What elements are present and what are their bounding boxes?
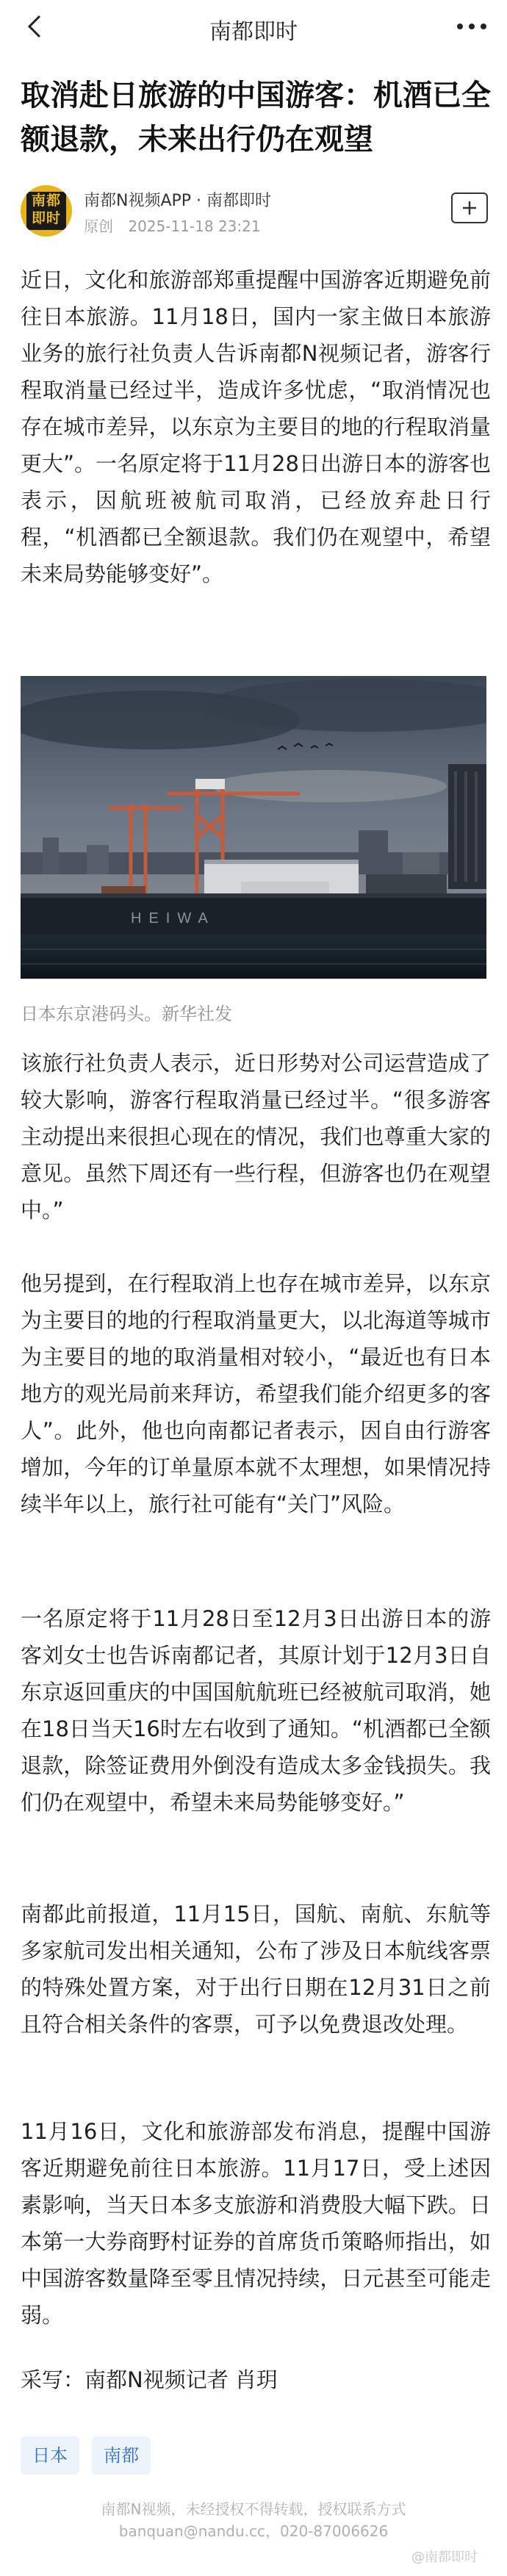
- paragraph-3: 他另提到，在行程取消上也存在城市差异，以东京为主要目的地的行程取消量更大，以北海道等城市为主要目的地的取消量相对较小，“最近也有日本地方的观光局前来拜访，希望我们能介绍更多的客人”。此外，他也向南都记者表示，因自由行游客增加，今年的订单量原本就不太理想，如果情况持续半年以上，旅行社可能有“关门”风险。: [21, 1271, 491, 1517]
- author-name[interactable]: 南都N视频APP · 南都即时: [84, 192, 272, 210]
- publish-time: 2025-11-18 23:21: [128, 217, 261, 235]
- ship-lettering: HEIWA: [131, 910, 215, 927]
- copyright-line-2: banquan@nandu.cc，020-87006626: [118, 2522, 389, 2540]
- tag-japan[interactable]: 日本: [21, 2436, 79, 2475]
- article-tags: [21, 2436, 159, 2480]
- avatar[interactable]: [21, 185, 72, 237]
- paragraph-6: 11月16日，文化和旅游部发布消息，提醒中国游客近期避免前往日本旅游。11月17日，受上述因素影响，当天日本多支旅游和消费股大幅下跌。日本第一大券商野村证券的首席货币策略师指出，如中国游客数量降至零且情况持续，日元甚至可能走弱。: [21, 2119, 491, 2328]
- plus-icon: [461, 200, 478, 216]
- weibo-watermark: @南都即时: [411, 2550, 478, 2565]
- article-meta: [84, 215, 261, 236]
- top-nav: [0, 0, 507, 57]
- author-row: [21, 185, 491, 241]
- copyright-footer: [0, 2498, 507, 2542]
- paragraph-2: 该旅行社负责人表示，近日形势对公司运营造成了较大影响，游客行程取消量已经过半。“很多游客主动提出来很担心现在的情况，我们也尊重大家的意见。虽然下周还有一些行程，但游客也仍在观望中。”: [21, 1051, 491, 1223]
- nandu-logo: 南都 即时: [26, 192, 66, 230]
- paragraph-4: 一名原定将于11月28日至12月3日出游日本的游客刘女士也告诉南都记者，其原计划于12月3日自东京返回重庆的中国国航航班已经被航司取消，她在18日当天16时左右收到了通知。“机酒都已全额退款，除签证费用外倒没有造成太多金钱损失。我们仍在观望中，希望未来局势能够变好。”: [21, 1606, 491, 1815]
- image-caption: 日本东京港码头。新华社发: [21, 1004, 232, 1024]
- follow-button[interactable]: [451, 193, 488, 223]
- article-photo[interactable]: [21, 676, 486, 979]
- nav-title: 南都即时: [209, 19, 298, 45]
- copyright-line-1: 南都N视频，未经授权不得转载，授权联系方式: [101, 2500, 406, 2518]
- paragraph-5: 南都此前报道，11月15日，国航、南航、东航等多家航司发出相关通知，公布了涉及日本航线客票的特殊处置方案，对于出行日期在12月31日之前且符合相关条件的客票，可予以免费退改处理。: [21, 1902, 491, 2037]
- paragraph-1: 近日，文化和旅游部郑重提醒中国游客近期避免前往日本旅游。11月18日，国内一家主做日本旅游业务的旅行社负责人告诉南都N视频记者，游客行程取消量已经过半，造成许多忧虑，“取消情况也存在城市差异，以东京为主要目的地的行程取消量更大”。一名原定将于11月28日出游日本的游客也表示，因航班被航司取消，已经放弃赴日行程，“机酒都已全额退款。我们仍在观望中，希望未来局势能够变好”。: [21, 267, 491, 586]
- original-tag: 原创: [84, 217, 113, 235]
- port-photo-image: [21, 676, 486, 979]
- article-title: 取消赴日旅游的中国游客：机酒已全额退款，未来出行仍在观望: [21, 79, 491, 156]
- tag-nandu[interactable]: 南都: [92, 2436, 151, 2475]
- more-dots-icon: [453, 10, 491, 43]
- reporter-byline: 采写：南都N视频记者 肖玥: [21, 2367, 278, 2392]
- more-button[interactable]: [453, 10, 491, 43]
